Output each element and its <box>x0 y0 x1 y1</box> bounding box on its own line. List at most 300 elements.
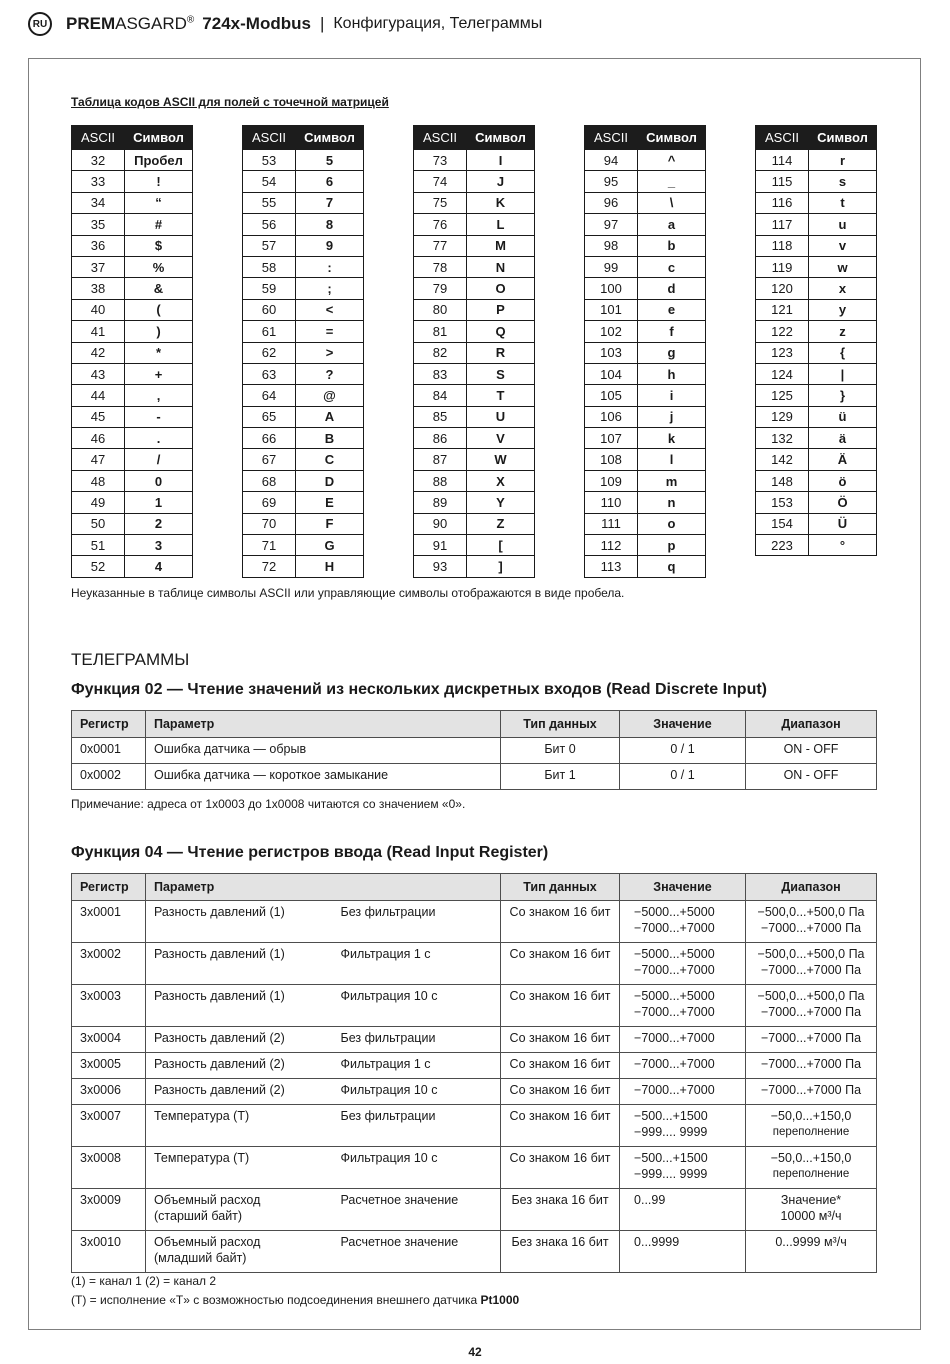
ascii-symbol: d <box>638 278 706 299</box>
ascii-row <box>72 449 193 470</box>
ascii-code: 47 <box>72 449 125 470</box>
cell-line: 10000 м³/ч <box>780 1209 842 1223</box>
ascii-row <box>756 449 877 470</box>
cell-line: −50,0...+150,0 <box>770 1109 852 1123</box>
table-row <box>72 985 877 1027</box>
ascii-code: 66 <box>243 428 296 449</box>
range-cell <box>746 1105 877 1147</box>
ascii-code: 34 <box>72 192 125 213</box>
ascii-symbol: % <box>125 256 193 277</box>
table-row <box>72 1147 877 1189</box>
ascii-code: 63 <box>243 363 296 384</box>
cell-line: Без фильтрации <box>340 1109 436 1123</box>
range-cell <box>746 1147 877 1189</box>
ascii-symbol: r <box>809 150 877 171</box>
ascii-code: 88 <box>414 470 467 491</box>
cell-line: 3x0005 <box>80 1057 122 1071</box>
ascii-row <box>414 535 535 556</box>
col-register: Регистр <box>72 874 146 901</box>
ascii-symbol: b <box>638 235 706 256</box>
ascii-code: 60 <box>243 299 296 320</box>
cell-line: −999.... 9999 <box>634 1125 708 1139</box>
ascii-symbol: g <box>638 342 706 363</box>
ascii-symbol: D <box>296 470 364 491</box>
cell-line: Без фильтрации <box>340 1031 436 1045</box>
ascii-symbol: z <box>809 321 877 342</box>
ascii-code: 153 <box>756 492 809 513</box>
ascii-symbol: K <box>467 192 535 213</box>
range-cell <box>746 1231 877 1273</box>
ascii-row <box>585 192 706 213</box>
ascii-symbol: V <box>467 428 535 449</box>
cell-line: Фильтрация 1 с <box>340 1057 431 1071</box>
ascii-row <box>243 171 364 192</box>
ascii-symbol: W <box>467 449 535 470</box>
register-cell: 0x0002 <box>72 764 146 790</box>
ascii-symbol: j <box>638 406 706 427</box>
cell-line: −7000...+7000 Па <box>760 1057 862 1071</box>
ascii-col-header: ASCII <box>585 126 638 150</box>
filter-cell <box>333 1189 501 1231</box>
cell-line: Температура (T) <box>154 1109 250 1123</box>
ascii-row <box>414 278 535 299</box>
ascii-code: 44 <box>72 385 125 406</box>
ascii-row <box>243 470 364 491</box>
register-cell <box>72 985 146 1027</box>
table-row <box>72 1053 877 1079</box>
ascii-row <box>756 428 877 449</box>
ascii-row <box>72 492 193 513</box>
table-row <box>72 1027 877 1053</box>
ascii-code: 42 <box>72 342 125 363</box>
cell-line: Со знаком 16 бит <box>509 1031 611 1045</box>
cell-line: Со знаком 16 бит <box>509 1151 611 1165</box>
parameter-cell <box>146 1189 333 1231</box>
ascii-row <box>414 150 535 171</box>
register-cell <box>72 1147 146 1189</box>
ascii-symbol: , <box>125 385 193 406</box>
model-name: 724x-Modbus <box>202 14 311 33</box>
ascii-row <box>585 556 706 577</box>
value-cell <box>620 1231 746 1273</box>
filter-cell <box>333 1053 501 1079</box>
cell-line: −5000...+5000 <box>634 989 715 1003</box>
ascii-row <box>243 299 364 320</box>
ascii-code: 115 <box>756 171 809 192</box>
cell-line: −7000...+7000 Па <box>760 921 862 935</box>
ascii-note: Неуказанные в таблице символы ASCII или управляющие символы отображаются в виде пробела. <box>71 586 625 600</box>
ascii-row <box>243 342 364 363</box>
ascii-table-3 <box>413 125 535 578</box>
function-02-table <box>71 710 877 790</box>
ascii-code: 51 <box>72 535 125 556</box>
brand-name <box>66 14 194 34</box>
ascii-symbol: * <box>125 342 193 363</box>
ascii-symbol: < <box>296 299 364 320</box>
data-type-cell <box>501 1189 620 1231</box>
cell-line: Без знака 16 бит <box>511 1193 609 1207</box>
data-type-cell <box>501 1105 620 1147</box>
ascii-row <box>72 299 193 320</box>
ascii-row <box>756 256 877 277</box>
ascii-code: 56 <box>243 214 296 235</box>
col-range: Диапазон <box>746 874 877 901</box>
ascii-code: 52 <box>72 556 125 577</box>
ascii-col-header: ASCII <box>756 126 809 150</box>
ascii-symbol: > <box>296 342 364 363</box>
ascii-row <box>72 214 193 235</box>
ascii-code: 90 <box>414 513 467 534</box>
table-row <box>72 764 877 790</box>
table-row <box>72 1189 877 1231</box>
value-cell <box>620 1027 746 1053</box>
ascii-row <box>756 299 877 320</box>
ascii-symbol: ^ <box>638 150 706 171</box>
ascii-code: 70 <box>243 513 296 534</box>
ascii-symbol: y <box>809 299 877 320</box>
ascii-row <box>243 278 364 299</box>
table-row <box>72 738 877 764</box>
cell-line: Расчетное значение <box>340 1193 459 1207</box>
ascii-row <box>243 150 364 171</box>
function-02-title: Функция 02 — Чтение значений из нескольких дискретных входов (Read Discrete Input) <box>71 681 768 698</box>
ascii-symbol: : <box>296 256 364 277</box>
footnote-temperature-text: (T) = исполнение «T» с возможностью подсоединения внешнего датчика <box>71 1293 481 1307</box>
cell-line: −500,0...+500,0 Па <box>757 989 865 1003</box>
cell-line: 3x0006 <box>80 1083 122 1097</box>
cell-line: Объемный расход <box>154 1193 261 1207</box>
cell-line: −7000...+7000 <box>634 1083 715 1097</box>
ascii-row <box>243 321 364 342</box>
ascii-row <box>72 171 193 192</box>
ascii-row <box>756 321 877 342</box>
ascii-code: 40 <box>72 299 125 320</box>
cell-line: −7000...+7000 Па <box>760 1083 862 1097</box>
cell-line: −500,0...+500,0 Па <box>757 905 865 919</box>
ascii-symbol: + <box>125 363 193 384</box>
ascii-row <box>585 470 706 491</box>
ascii-code: 103 <box>585 342 638 363</box>
cell-line: 3x0003 <box>80 989 122 1003</box>
ascii-code: 38 <box>72 278 125 299</box>
cell-line: переполнение <box>772 1126 850 1138</box>
ascii-code: 98 <box>585 235 638 256</box>
cell-line: Разность давлений (2) <box>154 1083 285 1097</box>
ascii-row <box>414 299 535 320</box>
filter-cell <box>333 901 501 943</box>
value-cell <box>620 1189 746 1231</box>
ascii-code: 223 <box>756 535 809 556</box>
ascii-symbol: a <box>638 214 706 235</box>
ascii-symbol: 8 <box>296 214 364 235</box>
table-row <box>72 1105 877 1147</box>
cell-line: −50,0...+150,0 <box>770 1151 852 1165</box>
ascii-row <box>585 428 706 449</box>
data-type-cell <box>501 1147 620 1189</box>
ascii-code: 49 <box>72 492 125 513</box>
ascii-symbol: M <box>467 235 535 256</box>
col-data-type: Тип данных <box>501 711 620 738</box>
symbol-col-header: Символ <box>467 126 535 150</box>
ascii-code: 59 <box>243 278 296 299</box>
ascii-row <box>414 406 535 427</box>
register-cell <box>72 1079 146 1105</box>
ascii-code: 107 <box>585 428 638 449</box>
ascii-code: 33 <box>72 171 125 192</box>
ascii-code: 84 <box>414 385 467 406</box>
ascii-row <box>414 192 535 213</box>
range-cell <box>746 1027 877 1053</box>
ascii-code: 78 <box>414 256 467 277</box>
range-cell: ON - OFF <box>746 764 877 790</box>
ascii-row <box>585 385 706 406</box>
ascii-code: 81 <box>414 321 467 342</box>
ascii-row <box>72 150 193 171</box>
ascii-symbol: ! <box>125 171 193 192</box>
cell-line: Со знаком 16 бит <box>509 989 611 1003</box>
ascii-col-header: ASCII <box>243 126 296 150</box>
ascii-code: 105 <box>585 385 638 406</box>
ascii-symbol: ° <box>809 535 877 556</box>
ascii-row <box>72 470 193 491</box>
cell-line: −500...+1500 <box>634 1151 708 1165</box>
cell-line: Значение* <box>780 1193 842 1207</box>
ascii-code: 35 <box>72 214 125 235</box>
ascii-code: 117 <box>756 214 809 235</box>
ascii-row <box>414 449 535 470</box>
filter-cell <box>333 943 501 985</box>
cell-line: 3x0009 <box>80 1193 122 1207</box>
ascii-row <box>243 235 364 256</box>
function-04-table <box>71 873 877 1273</box>
ascii-row <box>72 513 193 534</box>
ascii-row <box>243 406 364 427</box>
ascii-row <box>72 406 193 427</box>
cell-line: −7000...+7000 <box>634 921 715 935</box>
ascii-symbol: _ <box>638 171 706 192</box>
telegrams-heading: ТЕЛЕГРАММЫ <box>71 650 190 669</box>
cell-line: Фильтрация 1 с <box>340 947 431 961</box>
ascii-symbol: ) <box>125 321 193 342</box>
value-cell <box>620 901 746 943</box>
ascii-code: 80 <box>414 299 467 320</box>
ascii-code: 75 <box>414 192 467 213</box>
ascii-code: 93 <box>414 556 467 577</box>
ascii-row <box>72 192 193 213</box>
ascii-symbol: ü <box>809 406 877 427</box>
ascii-row <box>756 492 877 513</box>
ascii-code: 79 <box>414 278 467 299</box>
ascii-row <box>414 321 535 342</box>
table-row <box>72 1231 877 1273</box>
cell-line: Со знаком 16 бит <box>509 905 611 919</box>
cell-line: Без знака 16 бит <box>511 1235 609 1249</box>
ascii-symbol: G <box>296 535 364 556</box>
ascii-row <box>243 428 364 449</box>
ascii-row <box>585 492 706 513</box>
ascii-symbol: Y <box>467 492 535 513</box>
data-type-cell <box>501 985 620 1027</box>
ascii-row <box>585 299 706 320</box>
range-cell <box>746 1079 877 1105</box>
ascii-row <box>756 363 877 384</box>
ascii-row <box>72 256 193 277</box>
ascii-code: 99 <box>585 256 638 277</box>
filter-cell <box>333 1147 501 1189</box>
parameter-cell <box>146 1027 333 1053</box>
ascii-code: 72 <box>243 556 296 577</box>
ascii-code: 119 <box>756 256 809 277</box>
cell-line: (старший байт) <box>154 1209 243 1223</box>
ascii-symbol: ? <box>296 363 364 384</box>
ascii-symbol: i <box>638 385 706 406</box>
data-type-cell <box>501 901 620 943</box>
ascii-row <box>72 321 193 342</box>
ascii-code: 45 <box>72 406 125 427</box>
ascii-symbol: 2 <box>125 513 193 534</box>
ascii-code: 106 <box>585 406 638 427</box>
ascii-symbol: ä <box>809 428 877 449</box>
ascii-symbol: & <box>125 278 193 299</box>
ascii-row <box>585 235 706 256</box>
col-register: Регистр <box>72 711 146 738</box>
language-badge: RU <box>28 12 52 36</box>
ascii-symbol: C <box>296 449 364 470</box>
ascii-symbol: 5 <box>296 150 364 171</box>
ascii-symbol: $ <box>125 235 193 256</box>
ascii-symbol: k <box>638 428 706 449</box>
ascii-row <box>72 278 193 299</box>
table-row <box>72 901 877 943</box>
ascii-symbol: Q <box>467 321 535 342</box>
ascii-code: 129 <box>756 406 809 427</box>
ascii-symbol: N <box>467 256 535 277</box>
ascii-row <box>414 171 535 192</box>
ascii-symbol: | <box>809 363 877 384</box>
ascii-code: 118 <box>756 235 809 256</box>
range-cell <box>746 1053 877 1079</box>
ascii-row <box>414 235 535 256</box>
register-cell <box>72 1231 146 1273</box>
ascii-symbol: ; <box>296 278 364 299</box>
ascii-symbol: f <box>638 321 706 342</box>
ascii-symbol: w <box>809 256 877 277</box>
cell-line: Разность давлений (1) <box>154 989 285 1003</box>
ascii-col-header: ASCII <box>72 126 125 150</box>
parameter-cell <box>146 1147 333 1189</box>
ascii-code: 74 <box>414 171 467 192</box>
ascii-row <box>756 150 877 171</box>
brand-bold: PREM <box>66 14 116 33</box>
ascii-symbol: X <box>467 470 535 491</box>
value-cell: 0 / 1 <box>620 764 746 790</box>
page-number: 42 <box>468 1345 482 1359</box>
ascii-symbol: # <box>125 214 193 235</box>
ascii-code: 100 <box>585 278 638 299</box>
ascii-row <box>585 321 706 342</box>
ascii-row <box>72 535 193 556</box>
ascii-code: 71 <box>243 535 296 556</box>
ascii-code: 76 <box>414 214 467 235</box>
cell-line: Расчетное значение <box>340 1235 459 1249</box>
data-type-cell <box>501 943 620 985</box>
ascii-row <box>756 535 877 556</box>
ascii-code: 148 <box>756 470 809 491</box>
ascii-symbol: O <box>467 278 535 299</box>
ascii-code: 95 <box>585 171 638 192</box>
ascii-code: 108 <box>585 449 638 470</box>
ascii-row <box>414 363 535 384</box>
ascii-code: 37 <box>72 256 125 277</box>
ascii-symbol: ( <box>125 299 193 320</box>
ascii-code: 43 <box>72 363 125 384</box>
brand-rest: ASGARD <box>115 14 187 33</box>
cell-line: Без фильтрации <box>340 905 436 919</box>
ascii-code: 123 <box>756 342 809 363</box>
filter-cell <box>333 1079 501 1105</box>
data-type-cell: Бит 1 <box>501 764 620 790</box>
ascii-code: 58 <box>243 256 296 277</box>
ascii-code: 109 <box>585 470 638 491</box>
cell-line: 3x0010 <box>80 1235 122 1249</box>
footnote-temperature <box>71 1293 519 1307</box>
ascii-symbol: 1 <box>125 492 193 513</box>
ascii-code: 102 <box>585 321 638 342</box>
ascii-symbol: m <box>638 470 706 491</box>
ascii-code: 46 <box>72 428 125 449</box>
ascii-symbol: L <box>467 214 535 235</box>
cell-line: Разность давлений (2) <box>154 1031 285 1045</box>
parameter-cell: Ошибка датчика — обрыв <box>146 738 501 764</box>
ascii-code: 68 <box>243 470 296 491</box>
ascii-row <box>243 449 364 470</box>
ascii-code: 41 <box>72 321 125 342</box>
ascii-symbol: . <box>125 428 193 449</box>
cell-line: Со знаком 16 бит <box>509 1057 611 1071</box>
ascii-symbol: e <box>638 299 706 320</box>
ascii-row <box>756 235 877 256</box>
ascii-row <box>243 492 364 513</box>
ascii-row <box>72 342 193 363</box>
register-cell <box>72 901 146 943</box>
cell-line: −7000...+7000 Па <box>760 1031 862 1045</box>
ascii-code: 122 <box>756 321 809 342</box>
ascii-code: 32 <box>72 150 125 171</box>
ascii-symbol: 7 <box>296 192 364 213</box>
cell-line: Температура (T) <box>154 1151 250 1165</box>
ascii-symbol: ö <box>809 470 877 491</box>
ascii-symbol: 4 <box>125 556 193 577</box>
parameter-cell <box>146 1079 333 1105</box>
ascii-code: 94 <box>585 150 638 171</box>
ascii-symbol: { <box>809 342 877 363</box>
ascii-code: 104 <box>585 363 638 384</box>
symbol-col-header: Символ <box>125 126 193 150</box>
value-cell <box>620 1079 746 1105</box>
ascii-row <box>414 492 535 513</box>
filter-cell <box>333 1105 501 1147</box>
cell-line: Разность давлений (2) <box>154 1057 285 1071</box>
ascii-code: 113 <box>585 556 638 577</box>
ascii-code: 61 <box>243 321 296 342</box>
ascii-row <box>585 513 706 534</box>
ascii-row <box>243 385 364 406</box>
ascii-symbol: T <box>467 385 535 406</box>
ascii-row <box>243 556 364 577</box>
ascii-symbol: x <box>809 278 877 299</box>
range-cell <box>746 943 877 985</box>
cell-line: 3x0004 <box>80 1031 122 1045</box>
